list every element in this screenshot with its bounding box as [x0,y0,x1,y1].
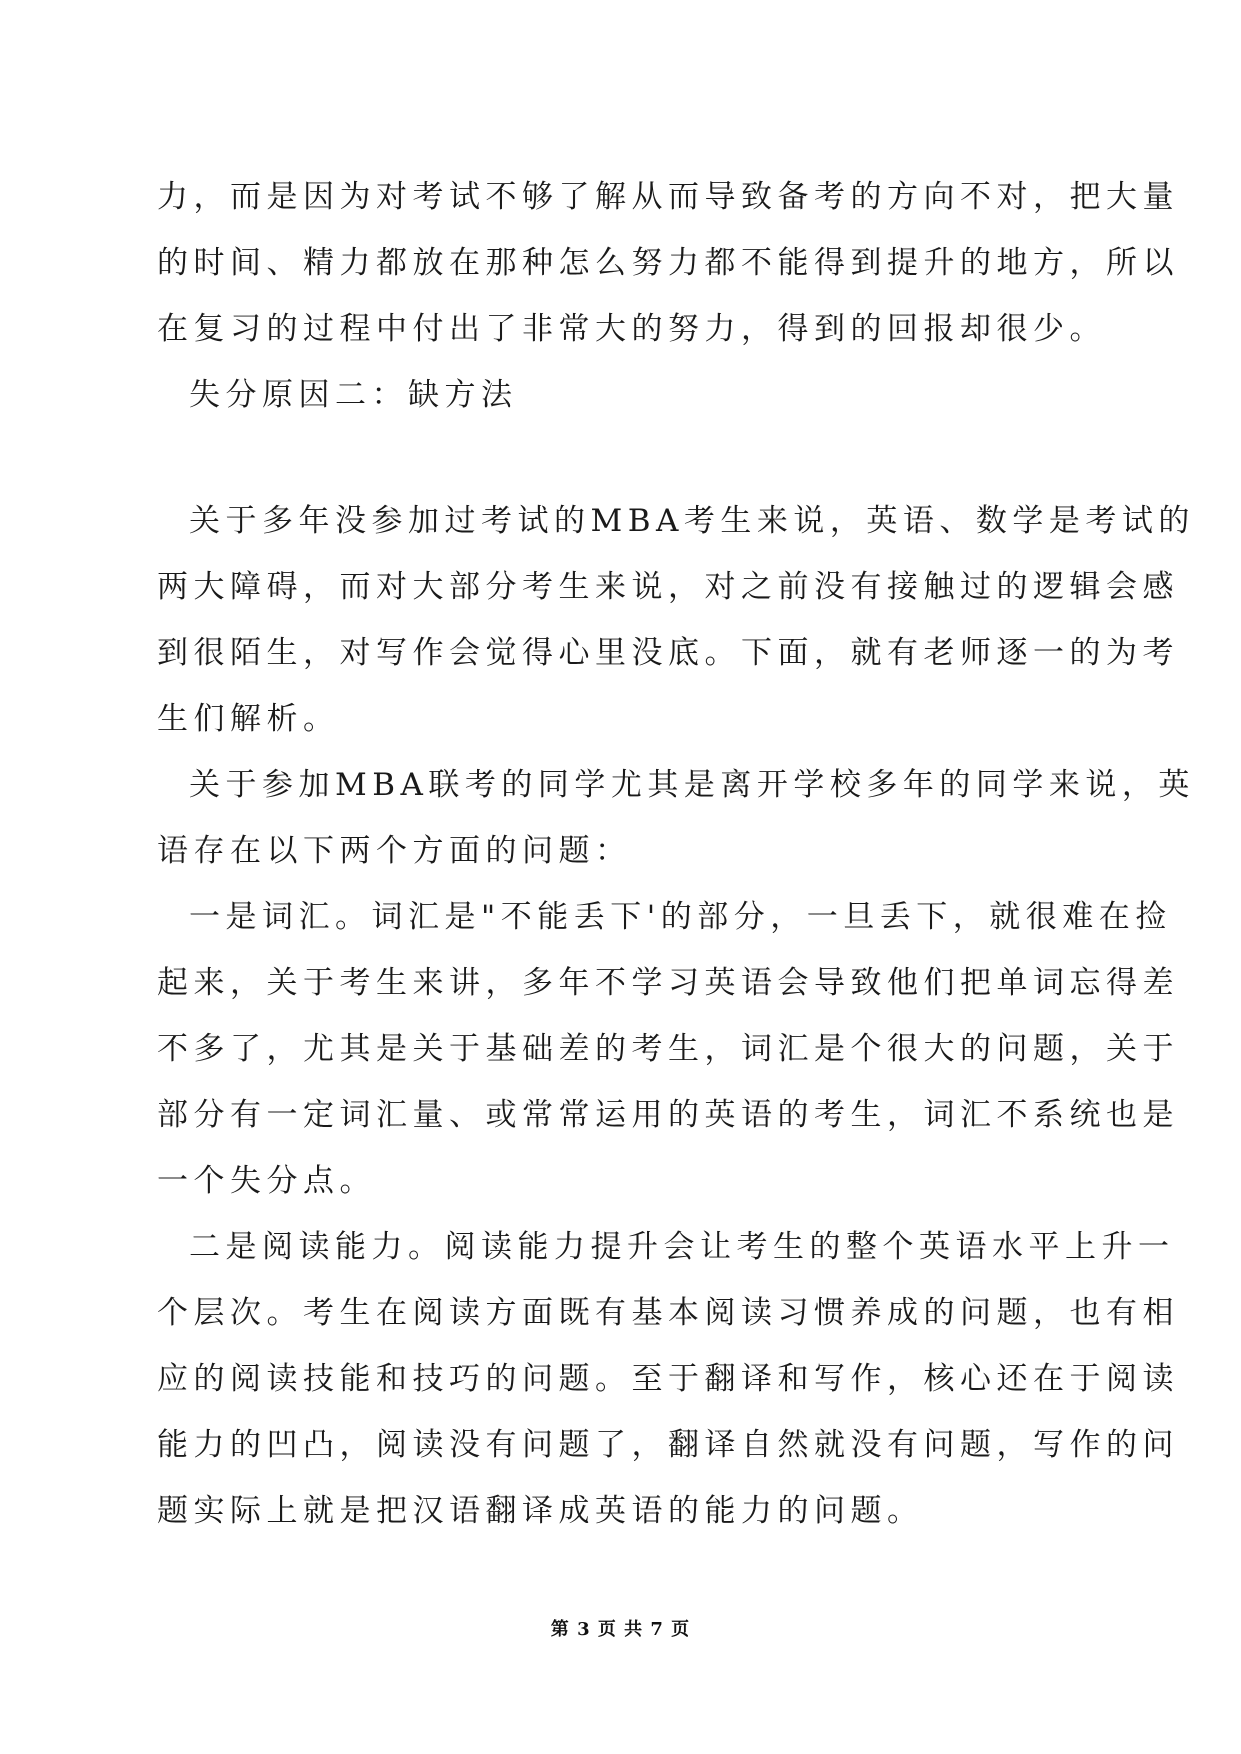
blank-spacer [157,446,1097,506]
paragraph-line: 生们解析。 [157,701,340,737]
paragraph-line: 应的阅读技能和技巧的问题。至于翻译和写作，核心还在于阅读 [157,1361,1179,1397]
page-number-footer: 第 3 页 共 7 页 [550,1619,691,1640]
paragraph-line: 到很陌生，对写作会觉得心里没底。下面，就有老师逐一的为考 [157,635,1179,671]
paragraph-line: 关于参加MBA联考的同学尤其是离开学校多年的同学来说，英 [189,767,1195,803]
paragraph-line: 力，而是因为对考试不够了解从而导致备考的方向不对，把大量 [157,179,1179,215]
paragraph-line: 语存在以下两个方面的问题： [157,833,632,869]
paragraph-line: 能力的凹凸，阅读没有问题了，翻译自然就没有问题，写作的问 [157,1427,1179,1463]
paragraph-line: 关于多年没参加过考试的MBA考生来说，英语、数学是考试的 [189,503,1195,539]
paragraph-line: 在复习的过程中付出了非常大的努力，得到的回报却很少。 [157,311,1106,347]
paragraph-line: 的时间、精力都放在那种怎么努力都不能得到提升的地方，所以 [157,245,1179,281]
paragraph-line: 一是词汇。词汇是"不能丢下'的部分，一旦丢下，就很难在捡 [189,899,1172,935]
paragraph-line: 个层次。考生在阅读方面既有基本阅读习惯养成的问题，也有相 [157,1295,1179,1331]
paragraph-line: 二是阅读能力。阅读能力提升会让考生的整个英语水平上升一 [189,1229,1175,1265]
paragraph-line: 部分有一定词汇量、或常常运用的英语的考生，词汇不系统也是 [157,1097,1179,1133]
document-body [157,179,1195,1562]
paragraph-line: 两大障碍，而对大部分考生来说，对之前没有接触过的逻辑会感 [157,569,1179,605]
paragraph-line: 起来，关于考生来讲，多年不学习英语会导致他们把单词忘得差 [157,965,1179,1001]
paragraph-line: 不多了，尤其是关于基础差的考生，词汇是个很大的问题，关于 [157,1031,1179,1067]
section-heading: 失分原因二：缺方法 [189,377,518,413]
paragraph-line: 一个失分点。 [157,1163,376,1199]
paragraph-line: 题实际上就是把汉语翻译成英语的能力的问题。 [157,1493,924,1529]
